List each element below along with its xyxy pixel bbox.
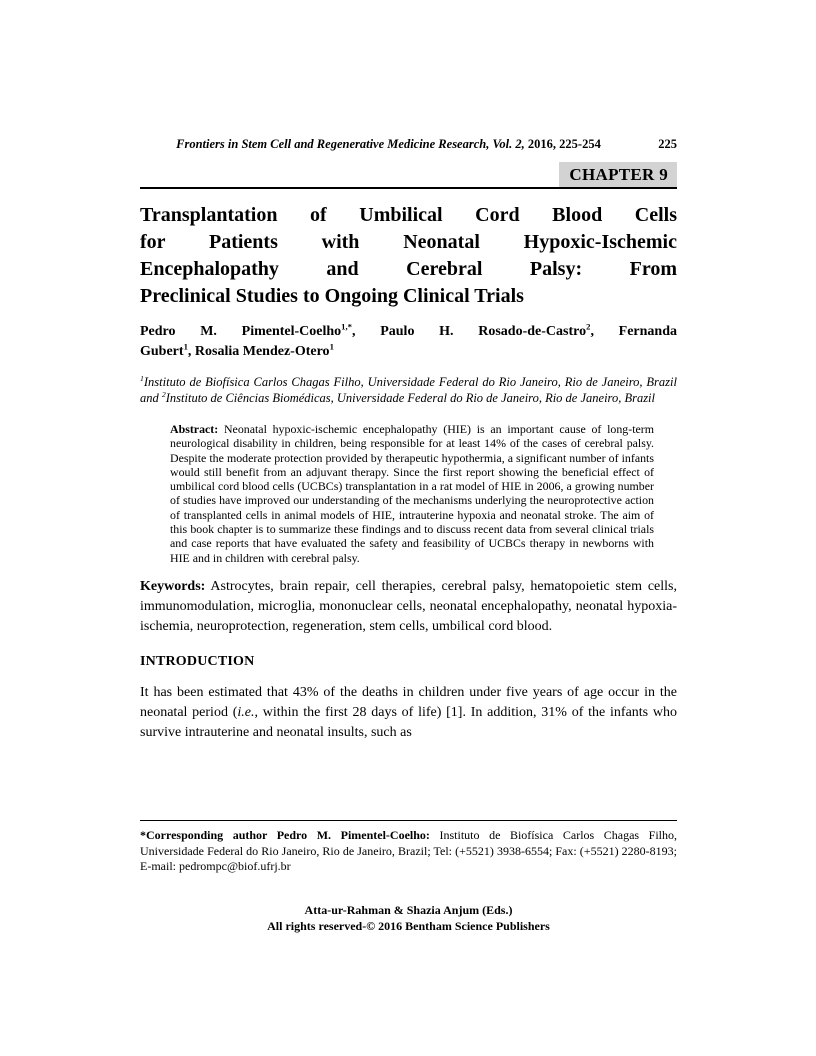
introduction-paragraph: It has been estimated that 43% of the deaths in children under five years of age occur in the neonatal period (i.e., within the first 28 days of life) [1]. In addition, 31% of the infants who survive intrauterine and neonatal insults, such as bbox=[140, 684, 677, 740]
chapter-badge: CHAPTER 9 bbox=[559, 162, 677, 187]
author-line: Gubert$^1$, Rosalia Mendez-Otero$^1$ bbox=[140, 340, 334, 359]
abstract-label: Abstract: bbox=[170, 422, 219, 436]
footnote-text: Instituto de Biofísica Carlos Chagas Filho, Universidade Federal do Rio Janeiro, Rio de Janeiro, Brazil; Tel: (+5521) 3938-6554; Fax: (+5521) 2280-8193; E-mail: pedrompc@biof.ufrj.br bbox=[140, 828, 678, 873]
keywords-section bbox=[140, 577, 677, 637]
abstract-section bbox=[170, 422, 654, 565]
running-header bbox=[140, 137, 677, 153]
content-column bbox=[140, 0, 677, 743]
page-number: 225 bbox=[658, 137, 677, 151]
title-line: Encephalopathy and Cerebral Palsy: From bbox=[140, 258, 677, 280]
keywords-label: Keywords: bbox=[140, 578, 206, 594]
introduction-heading: INTRODUCTION bbox=[140, 653, 255, 669]
editors-line: Atta-ur-Rahman & Shazia Anjum (Eds.) bbox=[304, 903, 513, 917]
author-line: Pedro M. Pimentel-Coelho$^{1,*}$, Paulo H. Rosado-de-Castro$^2$, Fernanda bbox=[140, 321, 677, 339]
title-line: for Patients with Neonatal Hypoxic-Ischemic bbox=[140, 231, 677, 253]
rights-line: All rights reserved-© 2016 Bentham Science Publishers bbox=[267, 918, 550, 933]
chapter-rule bbox=[140, 162, 677, 189]
chapter-title bbox=[140, 202, 677, 310]
publisher-footer bbox=[140, 903, 677, 934]
abstract-text: Neonatal hypoxic-ischemic encephalopathy (HIE) is an important cause of long-term neurological disability in children, being responsible for at least 14% of the cases of cerebral palsy. Despite the moderate protection provided by therapeutic hypothermia, a significant number of infants would still benefit from an adjuvant therapy. Since the first report showing the beneficial effect of umbilical cord blood cells (UCBCs) transplantation in a rat model of HIE in 2006, a growing number of studies have improved our understanding of the mechanisms underlying the neuroprotective action of transplanted cells in animal models of HIE, intrauterine hypoxia and neonatal stroke. The aim of this book chapter is to summarize these findings and to discuss recent data from several clinical trials and case reports that have evaluated the safety and feasibility of UCBCs therapy in newborns with HIE and in children with cerebral palsy. bbox=[170, 422, 654, 565]
authors-block bbox=[140, 322, 677, 361]
affiliations: $^1$Instituto de Biofísica Carlos Chagas Filho, Universidade Federal do Rio Janeiro, Rio de Janeiro, Brazil and $^2$Instituto de Ciências Biomédicas, Universidade Federal do Rio de Janeiro, Rio de Janeiro, Brazil bbox=[140, 373, 677, 405]
keywords-text: Astrocytes, brain repair, cell therapies, cerebral palsy, hematopoietic stem cells, immunomodulation, microglia, mononuclear cells, neonatal encephalopathy, neonatal hypoxia-ischemia, neuroprotection, regeneration, stem cells, umbilical cord blood. bbox=[140, 578, 677, 634]
title-line: Transplantation of Umbilical Cord Blood Cells bbox=[140, 204, 677, 226]
corresponding-author-footnote bbox=[140, 820, 677, 875]
title-line: Preclinical Studies to Ongoing Clinical Trials bbox=[140, 285, 524, 307]
journal-citation: Frontiers in Stem Cell and Regenerative Medicine Research, Vol. 2, 2016, 225-254 bbox=[176, 137, 601, 151]
footnote-label: *Corresponding author Pedro M. Pimentel-Coelho: bbox=[140, 828, 430, 842]
